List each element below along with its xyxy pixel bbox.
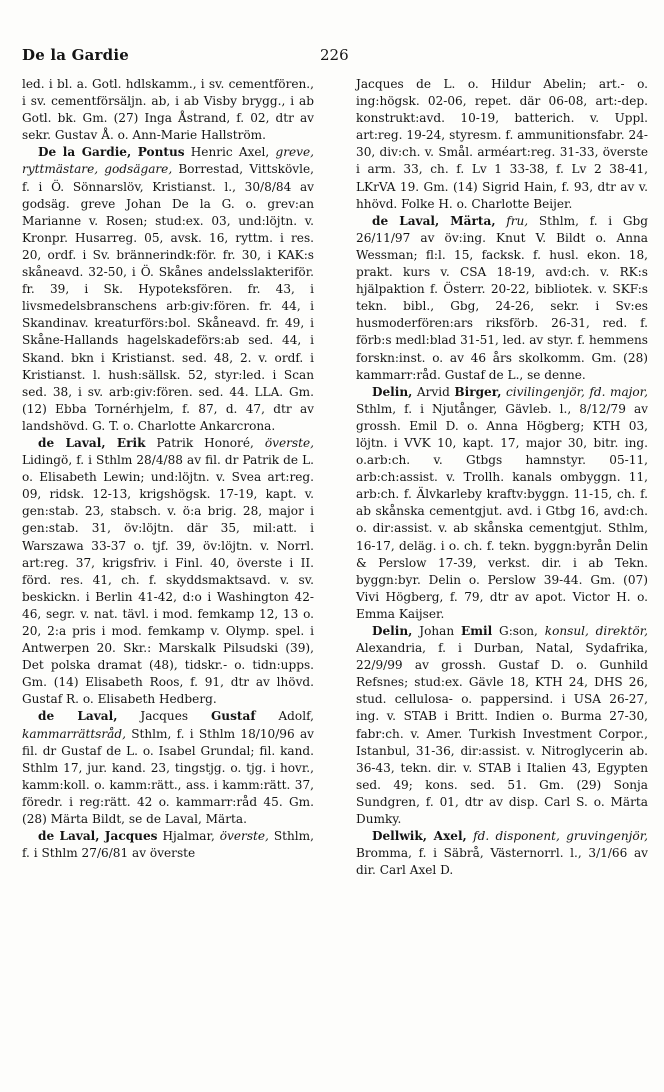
entry-body: Jacques de L. o. Hildur Abelin; art.- o. ing:högsk. 02-06, repet. där 06-08, art:-dep. konstrukt:avd. 10-19, batterich. v. Uppl. art:reg. 19-24, styresm. f. ammunitionsfabr. 24-30, div:ch. v. Smål. arméart:reg. 31-33, överste i arm. 33, ch. f. Lv 1 33-38, f. Lv 2 38-41, LKrVA 19. Gm. (14) Sigrid Hain, f. 93, dtr av v. hhövd. Folke H. o. Charlotte Beijer. [356,77,648,211]
entry [22,76,314,144]
entry [356,828,648,879]
entry-title: konsul, direktör, [544,624,648,638]
entry-given-plain: Arvid [416,384,450,399]
entry-headword: de Laval, Märta, [372,213,496,228]
entry [22,828,314,862]
entry-headword: Delin, [372,624,413,638]
entry [356,623,648,828]
left-column [22,76,314,862]
entry-title: fd. disponent, gruvingenjör, [473,829,648,844]
entry [22,708,314,828]
entry-title: överste, [264,435,314,450]
entry-body: Alexandria, f. i Durban, Natal, Sydafrika, 22/9/99 av grossh. Gustaf D. o. Gunhild Refsnes; stud:ex. Gävle 18, KTH 24, DHS 26, stud. cellulosa- o. pappersind. i USA 26-27, ing. v. STAB i Britt. Indien o. Burma 27-30, fabr:ch. v. Amer. Turkish Investment Corpor., Istanbul, 31-36, dir:assist. v. Nitroglycerin ab. 36-43, tekn. dir. v. STAB i Italien 43, Egypten sed. 49; kons. sed. 51. Gm. (29) Sonja Sundgren, f. 01, dtr av disp. Carl S. o. Märta Dumky. [356,641,648,827]
running-head: De la Gardie [22,46,129,64]
entry [356,76,648,213]
entry-body: Sthlm, f. i Sthlm 18/10/96 av fil. dr Gustaf de L. o. Isabel Grundal; fil. kand. Sthlm 17, jur. kand. 23, tingstjg. o. tjg. i hovr., kamm:koll. o. kamm:rätt., ass. i kamm:rätt. 37, föredr. i reg:rätt. 42 o. kammarr:råd 45. Gm. (28) Märta Bildt, se de Laval, Märta. [22,726,314,827]
entry-given-names: Adolf, [278,709,314,724]
entry [22,435,314,709]
entry-given-names: Henric Axel, [190,145,270,160]
entry-headword-name: Gustaf [210,709,256,724]
entry-title: överste, [219,829,269,844]
entry-body: Sthlm, f. i Gbg 26/11/97 av öv:ing. Knut V. Bildt o. Anna Wessman; fl:l. 15, facksk. f. husl. ekon. 18, prakt. kurs v. CSA 18-19, avd:ch. v. RK:s hjälpaktion f. Österr. 20-22, bibliotek. v. SKF:s tekn. bibl., Gbg, 24-26, sekr. i Sv:es husmoderfören:ars riksförb. 26-31, red. f. förb:s medl:blad 31-51, led. av styr. f. hemmens forskn:inst. o. av 46 års skolkomm. Gm. (28) kammarr:råd. Gustaf de L., se denne. [356,213,648,382]
entry-headword: de Laval, Erik [38,435,146,450]
entry-headword: de Laval, [38,709,118,724]
entry-title: fru, [506,213,529,228]
entry [356,213,648,384]
entry-headword: Delin, [372,384,413,399]
entry-title: civilingenjör, fd. major, [505,384,648,399]
entry-given-names: Patrik Honoré, [156,435,254,450]
entry-body: led. i bl. a. Gotl. hdlskamm., i sv. cementfören., i sv. cementförsäljn. ab, i ab Visby brygg., i ab Gotl. bk. Gm. (27) Inga Åstrand, f. 02, dtr av sekr. Gustav Å. o. Ann-Marie Hallström. [22,77,314,143]
entry-body: Bromma, f. i Säbrå, Västernorrl. l., 3/1/66 av dir. Carl Axel D. [356,846,648,878]
page-number: 226 [320,46,349,64]
entry-headword-name: Emil [460,624,493,638]
entry-given-names: G:son, [499,624,538,638]
entry [22,144,314,435]
right-column [356,76,648,879]
entry [356,384,648,623]
entry-title: greve, ryttmästare, godsägare, [22,145,314,177]
entry-title: kammarrättsråd, [22,726,126,741]
entry-body: Sthlm, f. i Njutånger, Gävleb. l., 8/12/79 av grossh. Emil D. o. Anna Högberg; KTH 03, löjtn. i VVK 10, kapt. 17, major 30, bitr. ing. o.arb:ch. v. Gtbgs hamnstyr. 05-11, arb:ch:assist. v. Trollh. kanals ombyggn. 11, arb:ch. f. Älvkarleby kraftv:byggn. 11-15, ch. f. ab skånska cementgjut. avd. i Gtbg 16, avd:ch. o. dir:assist. v. ab skånska cementgjut. Sthlm, 16-17, deläg. i o. ch. f. tekn. byggn:byrån Delin & Perslow 17-39, verkst. dir. i ab Tekn. byggn:byr. Delin o. Perslow 39-44. Gm. (07) Vivi Högberg, f. 79, dtr av apot. Victor H. o. Emma Kaijser. [356,401,648,621]
entry-headword: De la Gardie, Pontus [38,145,185,160]
entry-body: Lidingö, f. i Sthlm 28/4/88 av fil. dr Patrik de L. o. Elisabeth Lewin; und:löjtn. v. Svea art:reg. 09, ridsk. 12-13, krigshögsk. 17-19, kapt. v. gen:stab. 23, stabsch. v. ö:a brig. 28, major i gen:stab. 31, öv:löjtn. där 35, mil:att. i Warszawa 33-37 o. tjf. 39, öv:löjtn. v. Norrl. art:reg. 37, krigsfriv. i Finl. 40, överste i II. förd. res. 41, ch. f. skyddsmaktsavd. v. sv. beskickn. i Berlin 41-42, d:o i Washington 42-46, segr. v. nat. tävl. i mod. femkamp 12, 13 o. 20, 2:a pris i mod. femkamp v. Olymp. spel. i Antwerpen 20. Skr.: Marskalk Pilsudski (39), Det polska dramat (48), tidskr.- o. tidn:upps. Gm. (14) Elisabeth Roos, f. 91, dtr av lhövd. Gustaf R. o. Elisabeth Hedberg. [22,453,314,707]
entry-body: Borrestad, Vittskövle, f. i Ö. Sönnarslöv, Kristianst. l., 30/8/84 av godsäg. greve Johan De la G. o. grev:an Marianne v. Rosen; stud:ex. 03, und:löjtn. v. Kronpr. Husarreg. 05, avsk. 16, ryttm. i res. 20, ordf. i Sv. brännerindk:för. fr. 30, i KAK:s skåneavd. 32-50, i Ö. Skånes andelsslakteriför. fr. 39, i Sk. Hypoteksfören. fr. 43, i livsmedelsbranschens arb:giv:fören. fr. 44, i Skandinav. kreaturförs:bol. Skåneavd. fr. 49, i Skåne-Hallands hagelskadeförs:ab sed. 44, i Skand. bkn i Kristianst. sed. 48, 2. v. ordf. i Kristianst. l. hush:sällsk. 52, styr:led. i Scan sed. 38, i sv. arb:giv:fören. sed. 44. LLA. Gm. (12) Ebba Tornérhjelm, f. 87, d. 47, dtr av landshövd. G. T. o. Charlotte Ankarcrona. [22,162,314,433]
entry-body: Sthlm, f. i Sthlm 27/6/81 av överste [22,829,314,861]
entry-given-names: Hjalmar, [162,829,215,844]
entry-headword: Dellwik, Axel, [372,829,467,844]
entry-headword-name: Birger, [454,384,502,399]
entry-given-plain: Jacques [140,709,189,724]
entry-headword: de Laval, Jacques [38,829,158,844]
entry-given-plain: Johan [419,624,455,638]
